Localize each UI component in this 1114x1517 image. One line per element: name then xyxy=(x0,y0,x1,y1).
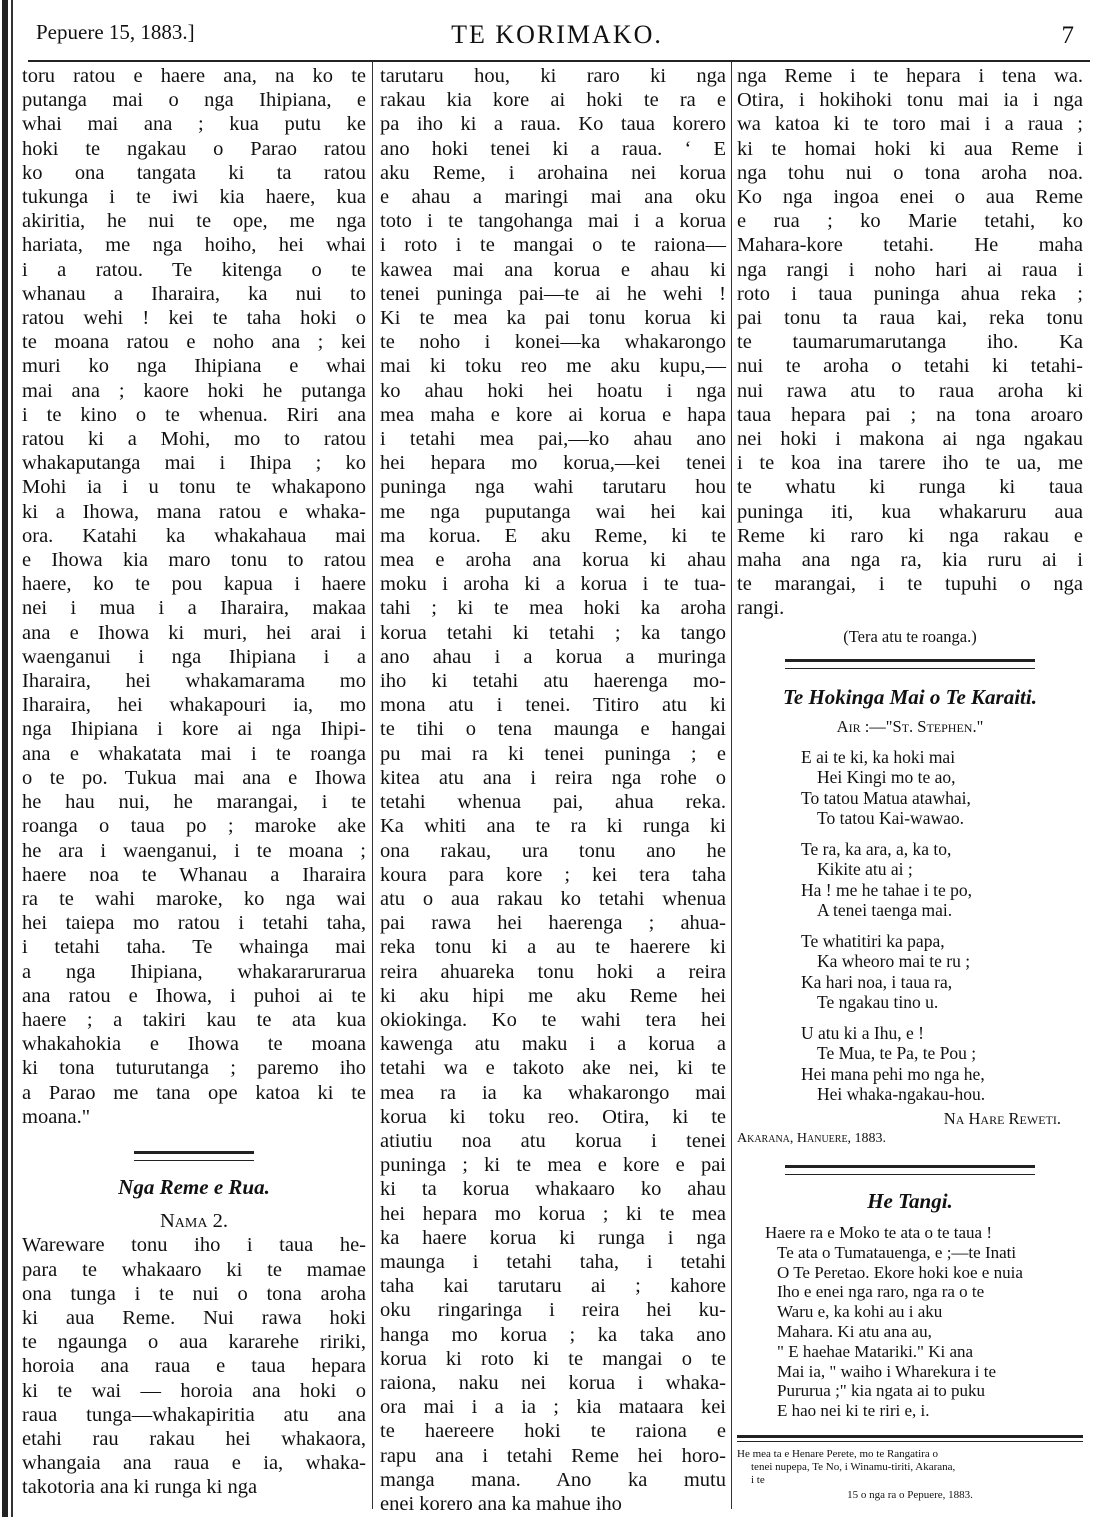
hymn-stanza xyxy=(737,1023,1083,1105)
text-line: waenganui i nga Ihipiana i a xyxy=(22,645,366,668)
hymn-line: Hei mana pehi mo nga he, xyxy=(801,1063,985,1084)
column-1-text xyxy=(22,64,366,1129)
section-rule xyxy=(134,1151,254,1161)
column-divider xyxy=(731,62,732,1509)
text-line: ki a Ihowa, mana ratou e whaka- xyxy=(22,500,366,523)
text-line: whangaia ana raua e ia, whaka- xyxy=(22,1452,366,1475)
text-line: ra te wahi maroke, ko nga wai xyxy=(22,887,366,910)
column-3 xyxy=(737,64,1083,1502)
text-line: ki te wai — horoia ana hoki o xyxy=(22,1379,366,1402)
text-line: iho ki tetahi atu haerenga mo- xyxy=(380,670,726,693)
imprint xyxy=(737,1448,1083,1502)
text-line: tarutaru hou, ki raro ki nga xyxy=(380,65,726,87)
imprint-date: 15 o nga ra o Pepuere, 1883. xyxy=(847,1489,973,1502)
text-line: ano ahau i a korua a muringa xyxy=(380,645,726,668)
hymn-line: Te whatitiri ka papa, xyxy=(801,930,945,951)
text-line: Mohi ia i u tonu te whakapono xyxy=(22,476,366,499)
text-line: hanga mo korua ; ka taka ano xyxy=(380,1323,726,1346)
text-line: nei i mua i a Iharaira, makaa xyxy=(22,597,366,620)
text-line: nei hoki i makona ai nga ngakau xyxy=(737,428,1083,451)
text-line: rapu ana i tetahi Reme hei horo- xyxy=(380,1444,726,1467)
tangi-line: E hao nei ki te riri e, i. xyxy=(777,1401,930,1421)
text-line: haere, ko te pou kapua i haere xyxy=(22,573,366,596)
text-line: putanga mai o nga Ihipiana, e xyxy=(22,89,366,112)
text-line: nui te aroha o tetahi ki tetahi- xyxy=(737,355,1083,378)
text-line: Ko nga ingoa enei o aua Reme xyxy=(737,186,1083,209)
page-number: 7 xyxy=(1061,22,1074,49)
text-line: he hau nui, he marangai, i te xyxy=(22,791,366,814)
hymn-air: Air :—"St. Stephen." xyxy=(836,716,984,736)
text-line: whakaputanga mai i Ihipa ; ko xyxy=(22,452,366,475)
text-line: e ahau a maringi mai ana oku xyxy=(380,186,726,209)
section-rule xyxy=(785,659,1035,669)
text-line: whai mai ana ; kua putu ke xyxy=(22,113,366,136)
text-line: taha kai tarutaru ai ; kahore xyxy=(380,1275,726,1298)
issue-date: Pepuere 15, 1883.] xyxy=(36,20,195,44)
hymn-title: Te Hokinga Mai o Te Karaiti. xyxy=(783,684,1037,709)
text-line: ana e Ihowa ki muri, hei arai i xyxy=(22,621,366,644)
text-line: raua tunga—whakapiritia atu ana xyxy=(22,1403,366,1426)
text-line: Mahara-kore tetahi. He maha xyxy=(737,234,1083,257)
text-line: nga Reme i te hepara i tena wa. xyxy=(737,65,1083,87)
hymn-line: Te ngakau tino u. xyxy=(817,992,939,1013)
hymn-line: Te Mua, te Pa, te Pou ; xyxy=(817,1043,977,1064)
text-line: korua ki roto ki te mangai o te xyxy=(380,1347,726,1370)
header-rule xyxy=(28,60,1090,62)
text-line: roto i taua puninga ahua reka ; xyxy=(737,282,1083,305)
text-line: tahi ; ki te mea hoki ka aroha xyxy=(380,597,726,620)
text-line: i te koa ina tarere iho te ua, me xyxy=(737,452,1083,475)
hymn-line: Ha ! me he tahae i te po, xyxy=(801,879,973,900)
text-line: ana e whakatata mai i te roanga xyxy=(22,742,366,765)
text-line: kawea mai ana korua e ahau ki xyxy=(380,258,726,281)
text-line: akiritia, he nui te ope, me nga xyxy=(22,210,366,233)
text-line: ma korua. E aku Reme, ki te xyxy=(380,524,726,547)
text-line: whanau a Iharaira, ka nui to xyxy=(22,282,366,305)
text-line: mai ki toku reo me aku kupu,— xyxy=(380,355,726,378)
dateline: Akarana, Hanuere, 1883. xyxy=(737,1130,887,1146)
hymn-verses xyxy=(737,747,1083,1105)
text-line: haere noa te Whanau a Iharaira xyxy=(22,863,366,886)
tangi-line: Iho e enei nga raro, nga ra o te xyxy=(777,1282,985,1302)
text-line: i roto i te mangai o te raiona— xyxy=(380,234,726,257)
hymn-line: Hei whaka-ngakau-hou. xyxy=(817,1084,986,1105)
column-1-text-continued xyxy=(22,1233,366,1499)
text-line: ora mai i a ia ; kia mataara kei xyxy=(380,1396,726,1419)
tangi-line: Waru e, ka kohi au i aku xyxy=(777,1302,943,1322)
text-line: hei hepara mo korua,—kei tenei xyxy=(380,452,726,475)
text-line: manga mana. Ano ka mutu xyxy=(380,1468,726,1491)
tangi-line: Mai ia, " waiho i Wharekura i te xyxy=(777,1361,997,1381)
column-divider xyxy=(372,62,373,1509)
text-line: pai tonu ta raua kai, reka tonu xyxy=(737,307,1083,330)
hymn-author: Na Hare Reweti. xyxy=(943,1108,1061,1128)
text-line: maha ana nga ra, kia ruru ai i xyxy=(737,549,1083,572)
text-line: korua tetahi ki tetahi ; ka tango xyxy=(380,621,726,644)
hymn-stanza xyxy=(737,839,1083,921)
hymn-line: Hei Kingi mo te ao, xyxy=(817,767,956,788)
text-line: he ara i waenganui, i te moana ; xyxy=(22,839,366,862)
text-line: kitea atu ana i reira nga rohe o xyxy=(380,766,726,789)
text-line: toto i te tangohanga mai i a korua xyxy=(380,210,726,233)
text-line: takotoria ana ki runga ki nga xyxy=(22,1476,258,1499)
binding-edge xyxy=(2,0,20,1517)
text-line: e rua ; ko Marie tetahi, ko xyxy=(737,210,1083,233)
text-line: i tetahi mea pai,—ko ahau ano xyxy=(380,428,726,451)
text-line: ratou ki a Mohi, mo to ratou xyxy=(22,428,366,451)
text-line: kawenga atu maku i a korua a xyxy=(380,1033,726,1056)
column-2-text xyxy=(380,64,726,1516)
text-line: reka tonu ki a au te haerere ki xyxy=(380,936,726,959)
text-line: nui rawa atu to raua aroha ki xyxy=(737,379,1083,402)
tangi-line: O Te Peretao. Ekore hoki koe e nuia xyxy=(777,1262,1023,1282)
text-line: atu o aua rakau ko tetahi whenua xyxy=(380,887,726,910)
imprint-line: He mea ta e Henare Perete, mo te Rangatira o xyxy=(737,1448,938,1461)
masthead-title: TE KORIMAKO. xyxy=(451,20,663,49)
text-line: a nga Ihipiana, whakararurarua xyxy=(22,960,366,983)
text-line: te noho i konei—ka whakarongo xyxy=(380,331,726,354)
text-line: Iharaira, hei whakapouri ia, mo xyxy=(22,694,366,717)
text-line: e Ihowa kia maro tonu to ratou xyxy=(22,549,366,572)
text-line: pai rawa hei haerenga ; ahua- xyxy=(380,912,726,935)
text-line: reira ahuareka tonu hoki a reira xyxy=(380,960,726,983)
section-title: Nga Reme e Rua. xyxy=(118,1174,270,1199)
text-line: i tetahi taha. Te whainga mai xyxy=(22,936,366,959)
text-line: korua ki toku reo. Otira, ki te xyxy=(380,1105,726,1128)
text-line: hei taiepa mo ratou i tetahi taha, xyxy=(22,912,366,935)
text-line: te whatu ki runga ki taua xyxy=(737,476,1083,499)
text-line: mea maha e kore ai korua e hapa xyxy=(380,403,726,426)
imprint-line: i te xyxy=(751,1474,765,1487)
text-line: toru ratou e haere ana, na ko te xyxy=(22,65,366,87)
tangi-title: He Tangi. xyxy=(867,1188,953,1213)
text-line: mea e aroha ana korua ki ahau xyxy=(380,549,726,572)
text-line: Otira, i hokihoki tonu mai ia i nga xyxy=(737,89,1083,112)
text-line: koura para kore ; kei tera taha xyxy=(380,863,726,886)
text-line: maunga i tetahi taha, i tetahi xyxy=(380,1250,726,1273)
text-line: nga rangi i noho hari ai raua i xyxy=(737,258,1083,281)
continued-note: (Tera atu te roanga.) xyxy=(843,626,977,646)
tangi-line: " E haehae Matariki." Ki ana xyxy=(777,1341,974,1361)
text-line: horoia ana raua e taua hepara xyxy=(22,1355,366,1378)
text-line: ko ahau hoki hei hoatu i nga xyxy=(380,379,726,402)
text-line: mona atu i tenei. Titiro atu ki xyxy=(380,694,726,717)
text-line: a Parao me tana ope katoa ki te xyxy=(22,1081,366,1104)
text-line: moku i aroha ki a korua i te tua- xyxy=(380,573,726,596)
text-line: ona tunga i te nui o tona aroha xyxy=(22,1282,366,1305)
text-line: rakau kia kore ai hoki te ra e xyxy=(380,89,726,112)
hymn-line: To tatou Kai-wawao. xyxy=(817,808,964,829)
text-line: ana ratou e Ihowa, i puhoi ai te xyxy=(22,984,366,1007)
text-line: ona rakau, ura tonu ano he xyxy=(380,839,726,862)
hymn-line: E ai te ki, ka hoki mai xyxy=(801,746,956,767)
text-line: i te kino o te whenua. Riri ana xyxy=(22,403,366,426)
text-line: pa iho ki a raua. Ko taua korero xyxy=(380,113,726,136)
column-1 xyxy=(22,64,366,1500)
tangi-line: Pururua ;" kia ngata ai to puku xyxy=(777,1381,986,1401)
text-line: enei korero ana ka mahue iho xyxy=(380,1492,622,1515)
text-line: ki tona tuturutanga ; paremo iho xyxy=(22,1057,366,1080)
text-line: hoki te ngakau o Parao ratou xyxy=(22,137,366,160)
text-line: aku Reme, i arohaina nei korua xyxy=(380,161,726,184)
text-line: te haereere hoki te raiona e xyxy=(380,1420,726,1443)
text-line: puninga iti, kua whakaruru aua xyxy=(737,500,1083,523)
text-line: te taumarumarutanga iho. Ka xyxy=(737,331,1083,354)
text-line: te tihi o tena maunga e hangai xyxy=(380,718,726,741)
hymn-line: Te ra, ka ara, a, ka to, xyxy=(801,838,952,859)
text-line: me nga puputanga wai hei kai xyxy=(380,500,726,523)
text-line: mea ra ia ka whakarongo mai xyxy=(380,1081,726,1104)
text-line: tetahi wa e takoto ake nei, ki te xyxy=(380,1057,726,1080)
column-2 xyxy=(380,64,726,1516)
text-line: haere ; a takiri kau te ata kua xyxy=(22,1008,366,1031)
text-line: ko ona tangata ki ta ratou xyxy=(22,161,366,184)
text-line: ki ta korua whakaaro ko ahau xyxy=(380,1178,726,1201)
hymn-line: Ka wheoro mai te ru ; xyxy=(817,951,971,972)
hymn-line: To tatou Matua atawhai, xyxy=(801,787,971,808)
text-line: ano hoki tenei ki a raua. ‘ E xyxy=(380,137,726,160)
text-line: pu mai ra ki tenei puninga ; e xyxy=(380,742,726,765)
footer-rule xyxy=(737,1435,1083,1442)
text-line: ki aua Reme. Nui rawa hoki xyxy=(22,1306,366,1329)
text-line: okiokinga. Ko te wahi tera hei xyxy=(380,1008,726,1031)
text-line: tetahi whenua pai, ahua reka. xyxy=(380,791,726,814)
text-line: ka haere korua ki runga i nga xyxy=(380,1226,726,1249)
text-line: Ka whiti ana te ra ki runga ki xyxy=(380,815,726,838)
text-line: taua hepara pai ; na tona aroaro xyxy=(737,403,1083,426)
text-line: Ki te mea ka pai tonu korua ki xyxy=(380,307,726,330)
section-subtitle: Nama 2. xyxy=(160,1210,228,1233)
text-line: ki te homai hoki ki aua Reme i xyxy=(737,137,1083,160)
text-line: Wareware tonu iho i taua he- xyxy=(22,1234,366,1257)
text-line: puninga ; ki te mea e kore e pai xyxy=(380,1154,726,1177)
imprint-line: tenei nupepa, Te No, i Winamu-tiriti, Akarana, xyxy=(751,1461,956,1474)
text-line: puninga nga wahi tarutaru hou xyxy=(380,476,726,499)
text-line: hei hepara mo korua ; ki te mea xyxy=(380,1202,726,1225)
text-line: muri ko nga Ihipiana e whai xyxy=(22,355,366,378)
text-line: te moana ratou e noho ana ; kei xyxy=(22,331,366,354)
text-line: raiona, naku nei korua i whaka- xyxy=(380,1371,726,1394)
text-line: moana." xyxy=(22,1105,91,1128)
text-line: i a ratou. Te kitenga o te xyxy=(22,258,366,281)
tangi-line: Haere ra e Moko te ata o te taua ! xyxy=(765,1223,993,1243)
text-line: nga tohu nui o tona aroha noa. xyxy=(737,161,1083,184)
text-line: o te po. Tukua mai ana e Ihowa xyxy=(22,766,366,789)
text-line: roanga o taua po ; maroke ake xyxy=(22,815,366,838)
hymn-line: A tenei taenga mai. xyxy=(817,900,953,921)
text-line: Iharaira, hei whakamarama mo xyxy=(22,670,366,693)
text-line: tukunga i te iwi kia haere, kua xyxy=(22,186,366,209)
hymn-stanza xyxy=(737,747,1083,829)
text-line: Reme ki raro ki nga rakau e xyxy=(737,524,1083,547)
tangi-text xyxy=(737,1223,1083,1421)
text-line: tenei puninga pai—te ai he wehi ! xyxy=(380,282,726,305)
hymn-line: Kikite atu ai ; xyxy=(817,859,913,880)
text-line: ki aku hipi me aku Reme hei xyxy=(380,984,726,1007)
text-line: ora. Katahi ka whakahaua mai xyxy=(22,524,366,547)
hymn-stanza xyxy=(737,931,1083,1013)
text-line: rangi. xyxy=(737,597,785,620)
text-line: hariata, me nga hoiho, hei whai xyxy=(22,234,366,257)
text-line: wa katoa ki te toro mai i a raua ; xyxy=(737,113,1083,136)
text-line: oku ringaringa i reira hei ku- xyxy=(380,1299,726,1322)
text-line: te ngaunga o aua kararehe ririki, xyxy=(22,1331,366,1354)
text-line: ratou wehi ! kei te taha hoki o xyxy=(22,307,366,330)
text-line: para te whakaaro ki te mamae xyxy=(22,1258,366,1281)
text-line: mai ana ; kaore hoki he putanga xyxy=(22,379,366,402)
text-line: whakahokia e Ihowa te moana xyxy=(22,1033,366,1056)
tangi-line: Mahara. Ki atu ana au, xyxy=(777,1322,932,1342)
hymn-line: Ka hari noa, i taua ra, xyxy=(801,971,953,992)
column-3-text xyxy=(737,64,1083,621)
text-line: atiutiu noa atu korua i tenei xyxy=(380,1129,726,1152)
text-line: te marangai, i te tupuhi o nga xyxy=(737,573,1083,596)
tangi-line: Te ata o Tumatauenga, e ;—te Inati xyxy=(777,1242,1017,1262)
section-rule xyxy=(785,1165,1035,1175)
text-line: etahi rau rakau hei whakaora, xyxy=(22,1427,366,1450)
hymn-line: U atu ki a Ihu, e ! xyxy=(801,1022,924,1043)
text-line: nga Ihipiana i kore ai nga Ihipi- xyxy=(22,718,366,741)
